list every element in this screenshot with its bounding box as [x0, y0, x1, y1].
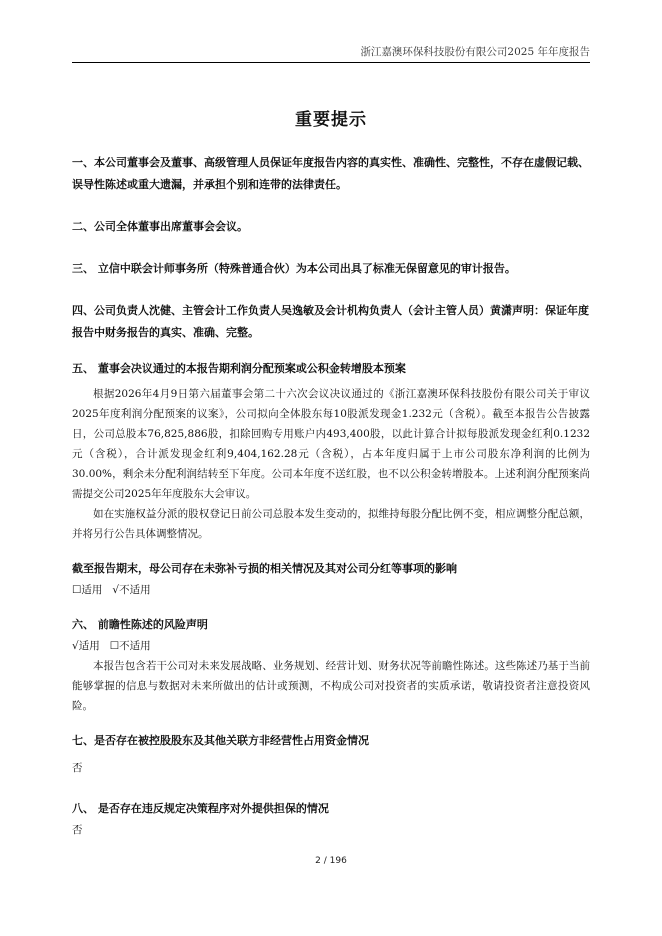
section-5-paragraph-2: 如在实施权益分派的股权登记日前公司总股本发生变动的，拟维持每股分配比例不变，相应调整分配总额，并将另行公告具体调整情况。	[72, 508, 590, 540]
section-1-statement: 一、本公司董事会及董事、高级管理人员保证年度报告内容的真实性、准确性、完整性，不存在虚假记载、误导性陈述或重大遗漏，并承担个别和连带的法律责任。	[72, 156, 589, 191]
deficit-options	[72, 580, 590, 600]
deficit-option-applicable: ☐适用	[72, 584, 103, 596]
section-6-heading: 六、 前瞻性陈述的风险声明	[72, 618, 208, 631]
page-content	[72, 105, 590, 840]
deficit-heading: 截至报告期末，母公司存在未弥补亏损的相关情况及其对公司分红等事项的影响	[72, 562, 457, 575]
deficit-option-not-applicable: √不适用	[112, 584, 151, 596]
section-7-heading: 七、是否存在被控股股东及其他关联方非经营性占用资金情况	[72, 734, 369, 747]
section-3-statement: 三、 立信中联会计师事务所（特殊普通合伙）为本公司出具了标准无保留意见的审计报告。	[72, 262, 516, 275]
section-2-statement: 二、公司全体董事出席董事会会议。	[72, 220, 248, 233]
page-number: 2 / 196	[315, 856, 347, 866]
section-7-answer: 否	[72, 762, 83, 774]
section-6-option-not-applicable: ☐不适用	[109, 640, 151, 652]
section-8-heading: 八、 是否存在违反规定决策程序对外提供担保的情况	[72, 802, 329, 815]
section-6-paragraph: 本报告包含若干公司对未来发展战略、业务规划、经营计划、财务状况等前瞻性陈述。这些陈述乃基于当前能够掌握的信息与数据对未来所做出的估计或预测，不构成公司对投资者的实质承诺，敬请投资者注意投资风险。	[72, 660, 590, 712]
section-8-answer: 否	[72, 824, 83, 836]
section-6-options	[72, 636, 590, 656]
header-rule	[72, 62, 590, 63]
running-header: 浙江嘉澳环保科技股份有限公司2025 年年度报告	[360, 46, 590, 58]
section-4-statement: 四、公司负责人沈健、主管会计工作负责人吴逸敏及会计机构负责人（会计主管人员）黄潇声明：保证年度报告中财务报告的真实、准确、完整。	[72, 304, 589, 339]
section-6-option-applicable: √适用	[72, 640, 100, 652]
page-title: 重要提示	[295, 110, 367, 130]
section-5-paragraph-1: 根据2026年4月9日第六届董事会第二十六次会议决议通过的《浙江嘉澳环保科技股份有限公司关于审议2025年度利润分配预案的议案》，公司拟向全体股东每10股派发现金1.232元（含税）。截至本报告公告披露日，公司总股本76,825,886股，扣除回购专用账户内493,400股，以此计算合计拟每股派发现金红利0.1232元（含税），合计派发现金红利9,404,162.28元（含税），占本年度归属于上市公司股东净利润的比例为30.00%，剩余未分配利润结转至下年度。公司本年度不送红股，也不以公积金转增股本。上述利润分配预案尚需提交公司2025年年度股东大会审议。	[72, 388, 590, 500]
section-5-heading: 五、 董事会决议通过的本报告期利润分配预案或公积金转增股本预案	[72, 362, 406, 375]
